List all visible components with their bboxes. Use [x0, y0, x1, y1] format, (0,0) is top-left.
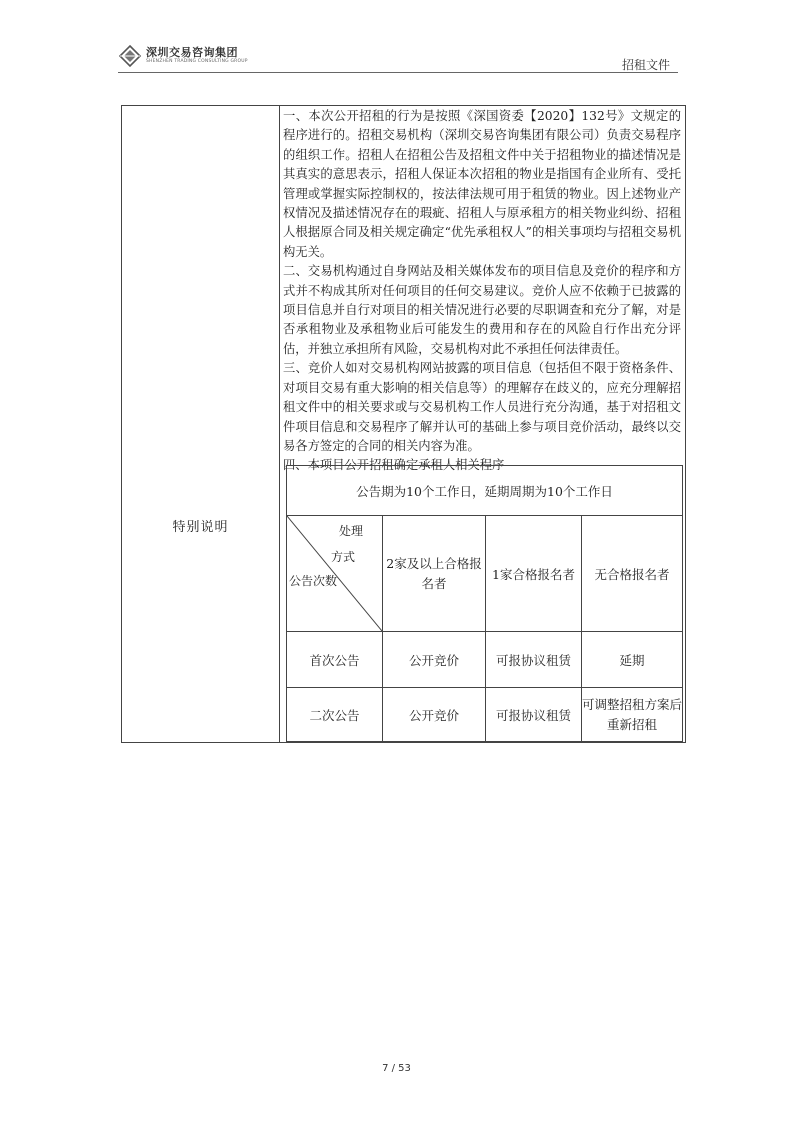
table-cell: 可报协议租赁	[486, 688, 582, 742]
paragraph-4: 四、本项目公开招租确定承租人相关程序	[283, 458, 505, 473]
section-content-cell	[280, 106, 685, 742]
special-notes-table	[121, 105, 686, 743]
corner-label-top-1: 处理	[339, 524, 364, 538]
column-header-none: 无合格报名者	[582, 516, 683, 632]
table-row	[287, 688, 683, 742]
notice-period-row	[287, 466, 683, 516]
logo-mark-icon	[118, 44, 142, 68]
section-label: 特别说明	[172, 520, 229, 535]
page-number: 7 / 53	[382, 1063, 411, 1074]
corner-label-top-2: 方式	[331, 550, 356, 564]
diagonal-header-cell	[287, 516, 383, 632]
header-divider	[118, 72, 678, 73]
table-cell: 延期	[582, 632, 683, 688]
page-header	[118, 44, 678, 74]
table-cell: 公开竞价	[383, 688, 486, 742]
table-cell: 可报协议租赁	[486, 632, 582, 688]
notice-period-cell: 公告期为10个工作日，延期周期为10个工作日	[287, 466, 683, 516]
column-header-2plus: 2家及以上合格报名者	[383, 516, 486, 632]
header-row	[287, 516, 683, 632]
logo-name: 深圳交易咨询集团	[146, 46, 238, 60]
row-label-second-notice: 二次公告	[287, 688, 383, 742]
corner-label-bottom: 公告次数	[289, 574, 338, 588]
table-cell: 公开竞价	[383, 632, 486, 688]
section-label-cell	[122, 106, 280, 742]
procedure-table	[286, 465, 683, 742]
paragraph-1: 一、本次公开招租的行为是按照《深国资委【2020】132号》文规定的程序进行的。招租交易机构（深圳交易咨询集团有限公司）负责交易程序的组织工作。招租人在招租公告及招租文件中关于招租物业的描述情况是其真实的意思表示，招租人保证本次招租的物业是指国有企业所有、受托管理或掌握实际控制权的，按法律法规可用于租赁的物业。因上述物业产权情况及描述情况存在的瑕疵、招租人与原承租方的相关物业纠纷、招租人根据原合同及相关规定确定“优先承租权人”的相关事项均与招租交易机构无关。	[283, 109, 681, 259]
column-header-1: 1家合格报名者	[486, 516, 582, 632]
document-label: 招租文件	[621, 58, 670, 72]
row-label-first-notice: 首次公告	[287, 632, 383, 688]
table-cell: 可调整招租方案后重新招租	[582, 688, 683, 742]
company-logo	[118, 44, 248, 68]
table-row	[287, 632, 683, 688]
paragraph-3: 三、竞价人如对交易机构网站披露的项目信息（包括但不限于资格条件、对项目交易有重大影响的相关信息等）的理解存在歧义的，应充分理解招租文件中的相关要求或与交易机构工作人员进行充分沟通，基于对招租文件项目信息和交易程序了解并认可的基础上参与项目竞价活动，最终以交易各方签定的合同的相关内容为准。	[283, 361, 681, 453]
paragraph-2: 二、交易机构通过自身网站及相关媒体发布的项目信息及竞价的程序和方式并不构成其所对任何项目的任何交易建议。竞价人应不依赖于已披露的项目信息并自行对项目的相关情况进行必要的尽职调查和充分了解，对是否承租物业及承租物业后可能发生的费用和存在的风险自行作出充分评估，并独立承担所有风险，交易机构对此不承担任何法律责任。	[283, 264, 681, 356]
logo-english: SHENZHEN TRADING CONSULTING GROUP	[146, 59, 248, 65]
